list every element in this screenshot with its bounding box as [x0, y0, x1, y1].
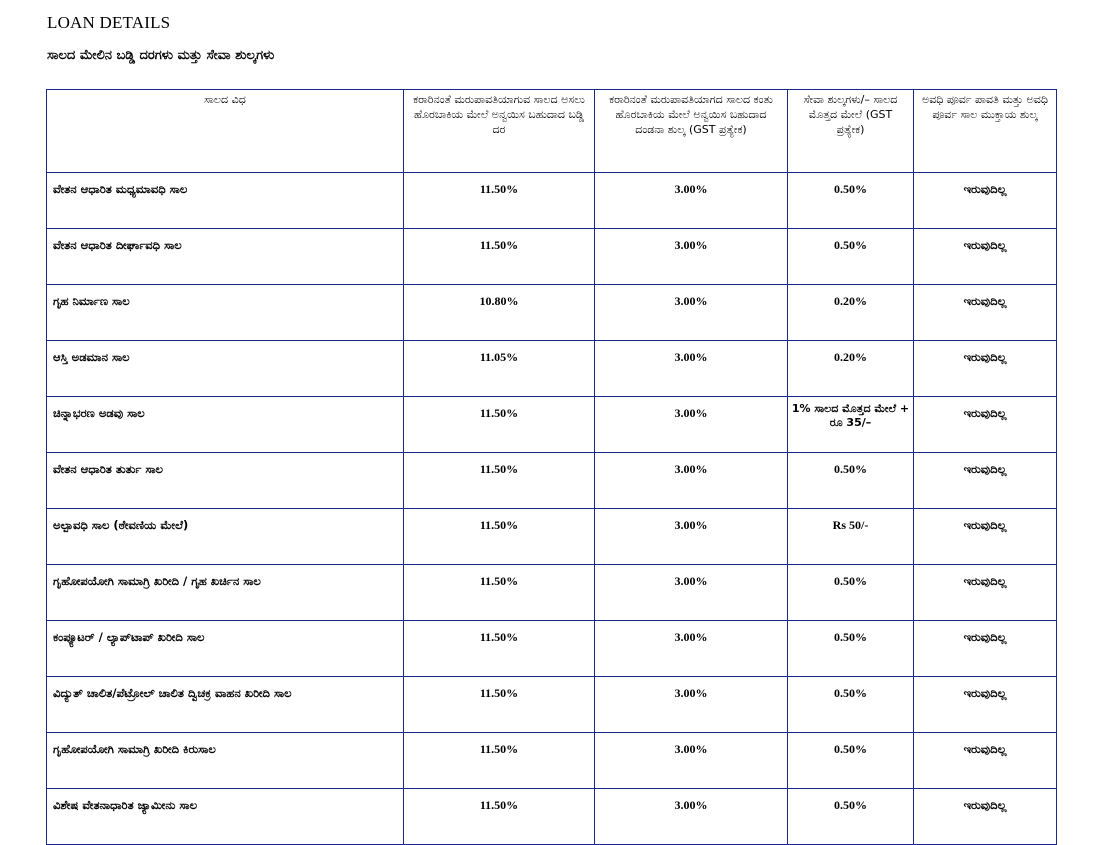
cell-loan-type: ಚಿನ್ನಾಭರಣ ಅಡವು ಸಾಲ — [47, 397, 404, 453]
cell-loan-type: ಗೃಹ ನಿರ್ಮಾಣ ಸಾಲ — [47, 285, 404, 341]
cell-foreclosure: ಇರುವುದಿಲ್ಲ — [914, 341, 1057, 397]
header-foreclosure: ಅವಧಿ ಪೂರ್ವ ಪಾವತಿ ಮತ್ತು ಅವಧಿ ಪೂರ್ವ ಸಾಲ ಮುಕ್ತಾಯ ಶುಲ್ಕ — [914, 90, 1057, 173]
cell-penal-charge: 3.00% — [595, 173, 788, 229]
cell-service-charge: Rs 50/- — [788, 509, 914, 565]
cell-interest-rate: 11.50% — [404, 789, 595, 845]
cell-foreclosure: ಇರುವುದಿಲ್ಲ — [914, 229, 1057, 285]
table-row — [47, 173, 1057, 229]
cell-interest-rate: 11.50% — [404, 173, 595, 229]
table-row — [47, 677, 1057, 733]
cell-service-charge: 0.50% — [788, 565, 914, 621]
cell-penal-charge: 3.00% — [595, 565, 788, 621]
cell-interest-rate: 10.80% — [404, 285, 595, 341]
table-row — [47, 565, 1057, 621]
table-body — [47, 173, 1057, 845]
cell-loan-type: ವೇತನ ಆಧಾರಿತ ದೀರ್ಘಾವಧಿ ಸಾಲ — [47, 229, 404, 285]
table-row — [47, 285, 1057, 341]
cell-penal-charge: 3.00% — [595, 285, 788, 341]
cell-service-charge: 1% ಸಾಲದ ಮೊತ್ತದ ಮೇಲೆ + ರೂ 35/– — [788, 397, 914, 453]
cell-penal-charge: 3.00% — [595, 621, 788, 677]
document-subtitle: ಸಾಲದ ಮೇಲಿನ ಬಡ್ಡಿ ದರಗಳು ಮತ್ತು ಸೇವಾ ಶುಲ್ಕಗಳು — [47, 48, 275, 63]
cell-foreclosure: ಇರುವುದಿಲ್ಲ — [914, 285, 1057, 341]
cell-foreclosure: ಇರುವುದಿಲ್ಲ — [914, 621, 1057, 677]
table-header — [47, 90, 1057, 173]
cell-loan-type: ಗೃಹೋಪಯೋಗಿ ಸಾಮಾಗ್ರಿ ಖರೀದಿ ಕಿರುಸಾಲ — [47, 733, 404, 789]
cell-penal-charge: 3.00% — [595, 341, 788, 397]
cell-loan-type: ಗೃಹೋಪಯೋಗಿ ಸಾಮಾಗ್ರಿ ಖರೀದಿ / ಗೃಹ ಖರ್ಚಿನ ಸಾಲ — [47, 565, 404, 621]
cell-foreclosure: ಇರುವುದಿಲ್ಲ — [914, 789, 1057, 845]
header-service-charge: ಸೇವಾ ಶುಲ್ಕಗಳು/– ಸಾಲದ ಮೊತ್ತದ ಮೇಲೆ (GST ಪ್ರತ್ಯೇಕ) — [788, 90, 914, 173]
header-row — [47, 90, 1057, 173]
cell-foreclosure: ಇರುವುದಿಲ್ಲ — [914, 733, 1057, 789]
cell-foreclosure: ಇರುವುದಿಲ್ಲ — [914, 509, 1057, 565]
cell-service-charge: 0.20% — [788, 341, 914, 397]
cell-service-charge: 0.50% — [788, 733, 914, 789]
cell-loan-type: ವೇತನ ಆಧಾರಿತ ಮಧ್ಯಮಾವಧಿ ಸಾಲ — [47, 173, 404, 229]
header-loan-type: ಸಾಲದ ವಿಧ — [47, 90, 404, 173]
cell-interest-rate: 11.50% — [404, 229, 595, 285]
cell-service-charge: 0.50% — [788, 677, 914, 733]
cell-service-charge: 0.50% — [788, 789, 914, 845]
table-row — [47, 453, 1057, 509]
cell-interest-rate: 11.50% — [404, 397, 595, 453]
cell-interest-rate: 11.50% — [404, 509, 595, 565]
cell-loan-type: ಅಲ್ಪಾವಧಿ ಸಾಲ (ಠೇವಣಿಯ ಮೇಲೆ) — [47, 509, 404, 565]
loan-rates-table — [46, 89, 1057, 845]
cell-interest-rate: 11.50% — [404, 733, 595, 789]
cell-foreclosure: ಇರುವುದಿಲ್ಲ — [914, 565, 1057, 621]
cell-foreclosure: ಇರುವುದಿಲ್ಲ — [914, 677, 1057, 733]
cell-foreclosure: ಇರುವುದಿಲ್ಲ — [914, 453, 1057, 509]
header-interest-rate: ಕರಾರಿನಂತೆ ಮರುಪಾವತಿಯಾಗುವ ಸಾಲದ ಅಸಲು ಹೊರಬಾಕಿಯ ಮೇಲೆ ಅನ್ವಯಿಸ ಬಹುದಾದ ಬಡ್ಡಿ ದರ — [404, 90, 595, 173]
header-penal-charge: ಕರಾರಿನಂತೆ ಮರುಪಾವತಿಯಾಗದ ಸಾಲದ ಕಂತು ಹೊರಬಾಕಿಯ ಮೇಲೆ ಅನ್ವಯಿಸ ಬಹುದಾದ ದಂಡನಾ ಶುಲ್ಕ (GST ಪ್ರತ್ಯೇಕ) — [595, 90, 788, 173]
cell-service-charge: 0.50% — [788, 621, 914, 677]
table-row — [47, 341, 1057, 397]
cell-interest-rate: 11.50% — [404, 565, 595, 621]
cell-interest-rate: 11.05% — [404, 341, 595, 397]
cell-penal-charge: 3.00% — [595, 677, 788, 733]
cell-loan-type: ಕಂಪ್ಯೂಟರ್ / ಲ್ಯಾಪ್‌ಟಾಪ್ ಖರೀದಿ ಸಾಲ — [47, 621, 404, 677]
cell-interest-rate: 11.50% — [404, 677, 595, 733]
cell-penal-charge: 3.00% — [595, 397, 788, 453]
cell-service-charge: 0.20% — [788, 285, 914, 341]
cell-penal-charge: 3.00% — [595, 789, 788, 845]
cell-penal-charge: 3.00% — [595, 453, 788, 509]
table-row — [47, 229, 1057, 285]
cell-service-charge: 0.50% — [788, 173, 914, 229]
cell-loan-type: ವಿದ್ಯುತ್ ಚಾಲಿತ/ಪೆಟ್ರೋಲ್ ಚಾಲಿತ ದ್ವಿಚಕ್ರ ವಾಹನ ಖರೀದಿ ಸಾಲ — [47, 677, 404, 733]
cell-penal-charge: 3.00% — [595, 509, 788, 565]
cell-loan-type: ಆಸ್ತಿ ಅಡಮಾನ ಸಾಲ — [47, 341, 404, 397]
table-row — [47, 733, 1057, 789]
cell-service-charge: 0.50% — [788, 229, 914, 285]
table-row — [47, 621, 1057, 677]
cell-loan-type: ವೇತನ ಆಧಾರಿತ ತುರ್ತು ಸಾಲ — [47, 453, 404, 509]
cell-loan-type: ವಿಶೇಷ ವೇತನಾಧಾರಿತ ಜ್ಯಾಮೀನು ಸಾಲ — [47, 789, 404, 845]
cell-penal-charge: 3.00% — [595, 229, 788, 285]
cell-service-charge: 0.50% — [788, 453, 914, 509]
document-title: LOAN DETAILS — [47, 13, 171, 32]
cell-foreclosure: ಇರುವುದಿಲ್ಲ — [914, 173, 1057, 229]
cell-interest-rate: 11.50% — [404, 621, 595, 677]
cell-foreclosure: ಇರುವುದಿಲ್ಲ — [914, 397, 1057, 453]
cell-interest-rate: 11.50% — [404, 453, 595, 509]
table-row — [47, 509, 1057, 565]
table-row — [47, 397, 1057, 453]
table-row — [47, 789, 1057, 845]
cell-penal-charge: 3.00% — [595, 733, 788, 789]
